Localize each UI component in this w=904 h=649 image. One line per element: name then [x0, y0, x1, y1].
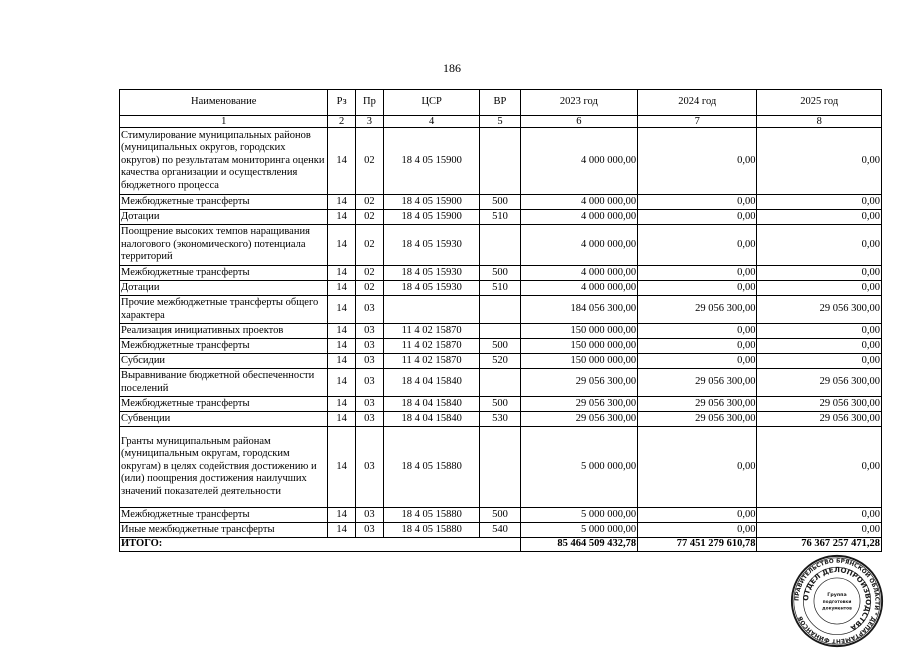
- row-2024: 0,00: [638, 508, 757, 523]
- row-name: Дотации: [120, 281, 328, 296]
- row-name: Выравнивание бюджетной обеспеченности поселений: [120, 369, 328, 397]
- row-rz: 14: [328, 354, 355, 369]
- row-2023: 5 000 000,00: [520, 523, 637, 538]
- row-name: Межбюджетные трансферты: [120, 339, 328, 354]
- row-rz: 14: [328, 266, 355, 281]
- table-row: [120, 195, 882, 210]
- table-row: [120, 369, 882, 397]
- row-2024: 29 056 300,00: [638, 412, 757, 427]
- table-row: [120, 281, 882, 296]
- row-2023: 4 000 000,00: [520, 210, 637, 225]
- row-csr: 18 4 05 15930: [384, 266, 480, 281]
- row-vr: [480, 128, 520, 195]
- row-2024: 0,00: [638, 427, 757, 508]
- row-2023: 150 000 000,00: [520, 324, 637, 339]
- row-csr: 18 4 05 15880: [384, 523, 480, 538]
- row-2025: 0,00: [757, 324, 882, 339]
- row-rz: 14: [328, 369, 355, 397]
- table-row: [120, 508, 882, 523]
- row-csr: 18 4 05 15880: [384, 508, 480, 523]
- row-2023: 150 000 000,00: [520, 339, 637, 354]
- row-2024: 0,00: [638, 281, 757, 296]
- row-2024: 0,00: [638, 523, 757, 538]
- header-csr: ЦСР: [384, 90, 480, 116]
- row-csr: 18 4 04 15840: [384, 397, 480, 412]
- row-2024: 0,00: [638, 128, 757, 195]
- row-2023: 29 056 300,00: [520, 369, 637, 397]
- column-number: 1: [120, 116, 328, 128]
- row-name: Гранты муниципальным районам (муниципальным округам, городским округам) в целях содействия достижению и (или) поощрения достижения наилучших значений показателей деятельности: [120, 427, 328, 508]
- row-rz: 14: [328, 128, 355, 195]
- header-rz: Рз: [328, 90, 355, 116]
- column-number: 7: [638, 116, 757, 128]
- row-name: Межбюджетные трансферты: [120, 195, 328, 210]
- row-2025: 29 056 300,00: [757, 397, 882, 412]
- column-number: 5: [480, 116, 520, 128]
- row-vr: 510: [480, 281, 520, 296]
- header-name: Наименование: [120, 90, 328, 116]
- row-name: Поощрение высоких темпов наращивания налогового (экономического) потенциала территорий: [120, 225, 328, 266]
- row-vr: 500: [480, 339, 520, 354]
- row-2025: 0,00: [757, 281, 882, 296]
- row-2024: 0,00: [638, 266, 757, 281]
- column-number: 4: [384, 116, 480, 128]
- table-row: [120, 225, 882, 266]
- row-name: Стимулирование муниципальных районов (муниципальных округов, городских округов) по результатам мониторинга оценки качества организации и осуществления бюджетного процесса: [120, 128, 328, 195]
- column-number: 2: [328, 116, 355, 128]
- stamp-center-line: Группа: [827, 593, 847, 599]
- row-name: Субвенции: [120, 412, 328, 427]
- table-row: [120, 354, 882, 369]
- stamp-center-line: документов: [822, 606, 852, 612]
- row-pr: 02: [355, 195, 383, 210]
- row-name: Реализация инициативных проектов: [120, 324, 328, 339]
- row-pr: 03: [355, 412, 383, 427]
- total-label: ИТОГО:: [120, 538, 521, 552]
- row-2025: 0,00: [757, 427, 882, 508]
- table-row: [120, 427, 882, 508]
- row-name: Иные межбюджетные трансферты: [120, 523, 328, 538]
- table-body: [120, 128, 882, 538]
- row-pr: 03: [355, 397, 383, 412]
- row-2023: 4 000 000,00: [520, 195, 637, 210]
- row-vr: 510: [480, 210, 520, 225]
- row-csr: 11 4 02 15870: [384, 354, 480, 369]
- row-vr: [480, 324, 520, 339]
- row-vr: [480, 225, 520, 266]
- header-pr: Пр: [355, 90, 383, 116]
- row-2023: 5 000 000,00: [520, 427, 637, 508]
- row-2024: 0,00: [638, 339, 757, 354]
- row-vr: 530: [480, 412, 520, 427]
- row-pr: 02: [355, 210, 383, 225]
- row-vr: 500: [480, 195, 520, 210]
- row-2025: 0,00: [757, 354, 882, 369]
- row-rz: 14: [328, 339, 355, 354]
- table-row: [120, 412, 882, 427]
- row-2025: 29 056 300,00: [757, 412, 882, 427]
- header-2024: 2024 год: [638, 90, 757, 116]
- row-pr: 03: [355, 369, 383, 397]
- row-rz: 14: [328, 427, 355, 508]
- row-pr: 03: [355, 427, 383, 508]
- row-vr: 540: [480, 523, 520, 538]
- stamp-inner-text: ОТДЕЛ ДЕЛОПРОИЗВОДСТВА: [801, 565, 873, 633]
- row-rz: 14: [328, 397, 355, 412]
- header-row: [120, 90, 882, 116]
- row-csr: 18 4 05 15880: [384, 427, 480, 508]
- row-csr: 18 4 05 15900: [384, 195, 480, 210]
- row-pr: 03: [355, 324, 383, 339]
- stamp-outer-text: ПРАВИТЕЛЬСТВО БРЯНСКОЙ ОБЛАСТИ * ДЕПАРТАМЕНТ ФИНАНСОВ: [794, 558, 880, 644]
- row-2024: 0,00: [638, 354, 757, 369]
- row-2023: 150 000 000,00: [520, 354, 637, 369]
- row-vr: 500: [480, 508, 520, 523]
- header-2025: 2025 год: [757, 90, 882, 116]
- row-rz: 14: [328, 412, 355, 427]
- row-pr: 02: [355, 266, 383, 281]
- row-2024: 0,00: [638, 195, 757, 210]
- row-2023: 4 000 000,00: [520, 266, 637, 281]
- row-pr: 02: [355, 128, 383, 195]
- row-csr: 18 4 05 15930: [384, 281, 480, 296]
- row-2023: 4 000 000,00: [520, 225, 637, 266]
- total-2025: 76 367 257 471,28: [757, 538, 882, 552]
- row-pr: 02: [355, 281, 383, 296]
- row-pr: 03: [355, 508, 383, 523]
- row-2023: 5 000 000,00: [520, 508, 637, 523]
- row-2025: 0,00: [757, 523, 882, 538]
- row-2024: 0,00: [638, 324, 757, 339]
- page-number: 186: [443, 61, 461, 75]
- row-csr: 18 4 04 15840: [384, 412, 480, 427]
- row-csr: 18 4 05 15930: [384, 225, 480, 266]
- row-2024: 29 056 300,00: [638, 369, 757, 397]
- office-stamp: [789, 553, 885, 649]
- row-rz: 14: [328, 508, 355, 523]
- row-2025: 0,00: [757, 128, 882, 195]
- row-name: Межбюджетные трансферты: [120, 397, 328, 412]
- row-pr: 03: [355, 296, 383, 324]
- row-2025: 0,00: [757, 266, 882, 281]
- budget-table: [119, 89, 882, 552]
- row-2023: 184 056 300,00: [520, 296, 637, 324]
- column-number-row: [120, 116, 882, 128]
- total-row: [120, 538, 882, 552]
- header-2023: 2023 год: [520, 90, 637, 116]
- row-2023: 4 000 000,00: [520, 128, 637, 195]
- row-name: Прочие межбюджетные трансферты общего характера: [120, 296, 328, 324]
- row-csr: 18 4 05 15900: [384, 210, 480, 225]
- row-rz: 14: [328, 210, 355, 225]
- row-vr: [480, 369, 520, 397]
- row-vr: [480, 296, 520, 324]
- row-vr: 500: [480, 266, 520, 281]
- row-2025: 0,00: [757, 508, 882, 523]
- table-row: [120, 324, 882, 339]
- row-name: Межбюджетные трансферты: [120, 508, 328, 523]
- row-pr: 03: [355, 523, 383, 538]
- row-2023: 4 000 000,00: [520, 281, 637, 296]
- row-vr: [480, 427, 520, 508]
- row-name: Межбюджетные трансферты: [120, 266, 328, 281]
- row-vr: 500: [480, 397, 520, 412]
- row-rz: 14: [328, 225, 355, 266]
- row-2025: 0,00: [757, 210, 882, 225]
- row-csr: 18 4 04 15840: [384, 369, 480, 397]
- row-csr: 18 4 05 15900: [384, 128, 480, 195]
- row-2025: 29 056 300,00: [757, 296, 882, 324]
- total-2023: 85 464 509 432,78: [520, 538, 637, 552]
- row-vr: 520: [480, 354, 520, 369]
- row-rz: 14: [328, 281, 355, 296]
- total-2024: 77 451 279 610,78: [638, 538, 757, 552]
- table-row: [120, 128, 882, 195]
- table-row: [120, 296, 882, 324]
- row-2025: 0,00: [757, 195, 882, 210]
- row-rz: 14: [328, 195, 355, 210]
- row-2023: 29 056 300,00: [520, 397, 637, 412]
- column-number: 6: [520, 116, 637, 128]
- row-rz: 14: [328, 296, 355, 324]
- row-2024: 0,00: [638, 225, 757, 266]
- row-pr: 02: [355, 225, 383, 266]
- column-number: 8: [757, 116, 882, 128]
- stamp-center-line: подготовки: [822, 599, 852, 605]
- row-2023: 29 056 300,00: [520, 412, 637, 427]
- row-2025: 0,00: [757, 225, 882, 266]
- table-row: [120, 266, 882, 281]
- table-row: [120, 339, 882, 354]
- table-row: [120, 210, 882, 225]
- row-2025: 0,00: [757, 339, 882, 354]
- row-pr: 03: [355, 354, 383, 369]
- header-vr: ВР: [480, 90, 520, 116]
- row-pr: 03: [355, 339, 383, 354]
- table-row: [120, 523, 882, 538]
- row-rz: 14: [328, 523, 355, 538]
- table-row: [120, 397, 882, 412]
- row-csr: 11 4 02 15870: [384, 324, 480, 339]
- row-2025: 29 056 300,00: [757, 369, 882, 397]
- row-2024: 29 056 300,00: [638, 397, 757, 412]
- row-rz: 14: [328, 324, 355, 339]
- row-csr: [384, 296, 480, 324]
- row-2024: 29 056 300,00: [638, 296, 757, 324]
- column-number: 3: [355, 116, 383, 128]
- row-csr: 11 4 02 15870: [384, 339, 480, 354]
- row-name: Субсидии: [120, 354, 328, 369]
- row-2024: 0,00: [638, 210, 757, 225]
- row-name: Дотации: [120, 210, 328, 225]
